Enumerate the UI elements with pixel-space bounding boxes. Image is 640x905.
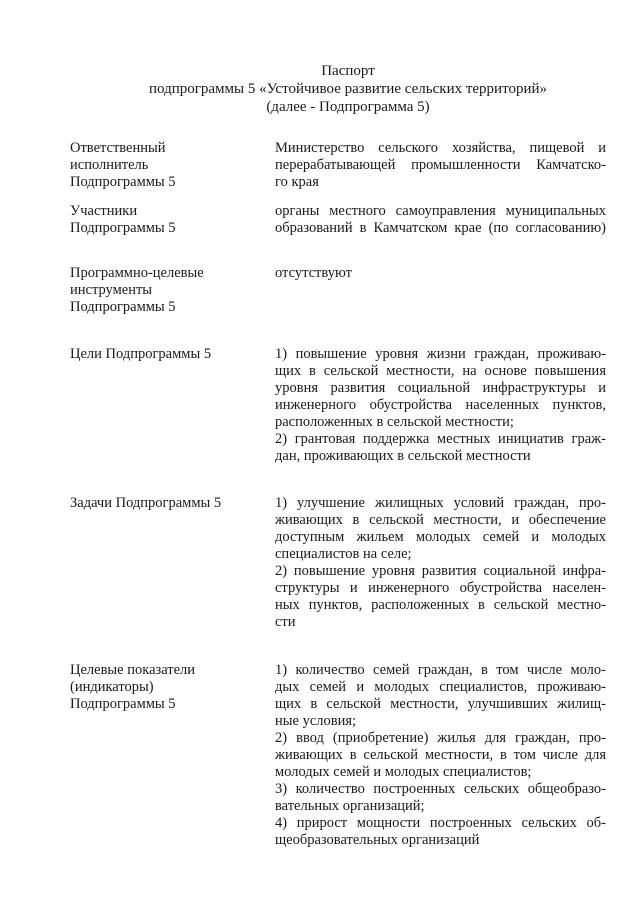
value-line: вательных организаций; xyxy=(275,798,425,814)
document-header xyxy=(0,62,640,116)
value-line: 1) количество семей граждан, в том числе моло- xyxy=(275,662,606,678)
row-label: Задачи Подпрограммы 5 xyxy=(70,495,222,511)
value-line: специалистов на селе; xyxy=(275,546,412,562)
value-line: отсутствуют xyxy=(275,265,352,281)
value-line: 3) количество построенных сельских общеобразо- xyxy=(275,781,606,797)
value-line: органы местного самоуправления муниципальных xyxy=(275,203,606,219)
value-line: 2) ввод (приобретение) жилья для граждан, про- xyxy=(275,730,606,746)
value-line: доступным жильем молодых семей и молодых xyxy=(275,529,606,545)
value-line: живающих в сельской местности, и обеспечение xyxy=(275,512,606,528)
row-value xyxy=(275,662,606,849)
value-line: молодых семей и молодых специалистов; xyxy=(275,764,532,780)
row-value xyxy=(275,140,606,191)
value-line: ных пунктов, расположенных в сельской местно- xyxy=(275,597,606,613)
row-value xyxy=(275,346,606,465)
value-line: живающих в сельской местности, в том числе для xyxy=(275,747,606,763)
value-line: 1) повышение уровня жизни граждан, проживаю- xyxy=(275,346,606,362)
document-subtitle: подпрограммы 5 «Устойчивое развитие сельских территорий» xyxy=(148,81,547,97)
row-label: Участники Подпрограммы 5 xyxy=(70,203,176,236)
value-line: Министерство сельского хозяйства, пищевой и xyxy=(275,140,606,156)
value-line: 2) грантовая поддержка местных инициатив граж- xyxy=(275,431,606,447)
row-label: Программно-целевые инструменты Подпрограммы 5 xyxy=(70,265,204,315)
value-line: дан, проживающих в сельской местности xyxy=(275,448,531,464)
row-label: Ответственный исполнитель Подпрограммы 5 xyxy=(70,140,176,190)
document-note: (далее - Подпрограмма 5) xyxy=(266,99,430,115)
value-line: инженерного обустройства населенных пунктов, xyxy=(275,397,606,413)
value-line: щеобразовательных организаций xyxy=(275,832,480,848)
value-line: расположенных в сельской местности; xyxy=(275,414,514,430)
value-line: уровня развития социальной инфраструктуры и xyxy=(275,380,606,396)
value-line: го края xyxy=(275,174,319,190)
row-value xyxy=(275,203,606,237)
value-line: дых семей и молодых специалистов, проживаю- xyxy=(275,679,606,695)
row-value xyxy=(275,265,606,282)
value-line: 1) улучшение жилищных условий граждан, про- xyxy=(275,495,606,511)
row-value xyxy=(275,495,606,631)
row-label: Целевые показатели (индикаторы) Подпрограммы 5 xyxy=(70,662,196,712)
value-line: перерабатывающей промышленности Камчатско- xyxy=(275,157,606,173)
value-line: щих в сельской местности, улучшивших жилищ- xyxy=(275,696,606,712)
value-line: образований в Камчатском крае (по согласованию) xyxy=(275,220,606,236)
value-line: структуры и инженерного обустройства населен- xyxy=(275,580,606,596)
document-title: Паспорт xyxy=(321,63,375,79)
value-line: 4) прирост мощности построенных сельских об- xyxy=(275,815,606,831)
value-line: 2) повышение уровня развития социальной инфра- xyxy=(275,563,606,579)
row-label: Цели Подпрограммы 5 xyxy=(70,346,212,362)
value-line: сти xyxy=(275,614,296,630)
value-line: щих в сельской местности, на основе повышения xyxy=(275,363,606,379)
value-line: ные условия; xyxy=(275,713,357,729)
